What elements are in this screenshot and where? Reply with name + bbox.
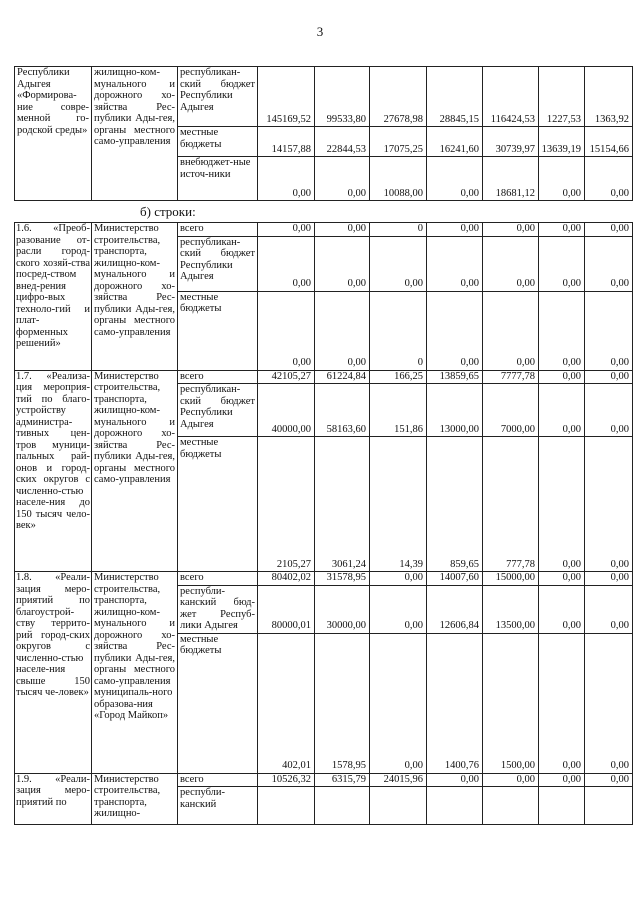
value-cell: 40000,00 <box>258 384 315 437</box>
value-cell: 1363,92 <box>585 67 633 127</box>
value-cell: 0,00 <box>585 291 633 370</box>
value-cell: 0,00 <box>539 437 585 572</box>
executor-cell: Министерство строительства, транспорта, жилищно-ком-мунального и дорожного хо-зяйства Рес-публики Ады-гея, органы местного само-управления <box>92 370 178 572</box>
value-cell: 0,00 <box>585 223 633 237</box>
value-cell: 17075,25 <box>370 127 427 157</box>
value-cell: 31578,95 <box>315 572 370 586</box>
value-cell: 0,00 <box>585 370 633 384</box>
value-cell: 0,00 <box>315 291 370 370</box>
value-cell: 0,00 <box>539 773 585 787</box>
value-cell: 0,00 <box>370 585 427 633</box>
value-cell: 30000,00 <box>315 585 370 633</box>
value-cell: 0,00 <box>585 157 633 201</box>
value-cell: 1227,53 <box>539 67 585 127</box>
program-name-cell: Республики Адыгея «Формирова-ние совре-менной го-родской среды» <box>15 67 92 201</box>
item-title-cell: 1.8. «Реали-зация меро-приятий по благоустрой-ству террито-рий город-ских округов с численно-стью населе-ния свыше 150 тысяч че-ловек» <box>15 572 92 774</box>
value-cell: 15154,66 <box>585 127 633 157</box>
value-cell: 80402,02 <box>258 572 315 586</box>
value-cell: 0,00 <box>483 291 539 370</box>
value-cell: 0,00 <box>258 291 315 370</box>
value-cell: 13859,65 <box>427 370 483 384</box>
value-cell: 1400,76 <box>427 633 483 773</box>
funding-source-cell: всего <box>178 572 258 586</box>
value-cell: 10526,32 <box>258 773 315 787</box>
funding-source-cell: местные бюджеты <box>178 291 258 370</box>
value-cell: 0,00 <box>539 236 585 291</box>
value-cell <box>315 787 370 825</box>
value-cell: 14007,60 <box>427 572 483 586</box>
value-cell: 13639,19 <box>539 127 585 157</box>
value-cell: 0,00 <box>539 370 585 384</box>
value-cell: 0,00 <box>539 223 585 237</box>
funding-source-cell: внебюджет-ные источ-ники <box>178 157 258 201</box>
value-cell: 2105,27 <box>258 437 315 572</box>
item-title-cell: 1.7. «Реализа-ция мероприя-тий по благо-устройству администра-тивных цен-тров муници-пальных рай-онов и город-ских округов с численно-стью населе-ния до 150 тысяч чело-век» <box>15 370 92 572</box>
funding-source-cell: республи-канский <box>178 787 258 825</box>
value-cell: 166,25 <box>370 370 427 384</box>
table-row <box>15 370 633 384</box>
executor-cell: Министерство строительства, транспорта, жилищно-ком-мунального и дорожного хо-зяйства Рес-публики Ады-гея, органы местного само-управления <box>92 223 178 371</box>
value-cell: 0,00 <box>585 437 633 572</box>
funding-source-cell: местные бюджеты <box>178 437 258 572</box>
value-cell: 0,00 <box>370 236 427 291</box>
value-cell: 1500,00 <box>483 633 539 773</box>
value-cell: 0,00 <box>315 223 370 237</box>
value-cell: 13000,00 <box>427 384 483 437</box>
table-row <box>15 67 633 127</box>
table-row <box>15 773 633 787</box>
value-cell: 58163,60 <box>315 384 370 437</box>
value-cell <box>585 787 633 825</box>
value-cell: 30739,97 <box>483 127 539 157</box>
value-cell: 0,00 <box>585 236 633 291</box>
value-cell: 18681,12 <box>483 157 539 201</box>
funding-source-cell: республикан-ский бюджет Республики Адыгея <box>178 384 258 437</box>
value-cell: 0,00 <box>539 291 585 370</box>
section-heading: б) строки: <box>140 204 196 219</box>
table-row <box>15 572 633 586</box>
value-cell: 0,00 <box>585 633 633 773</box>
value-cell: 0 <box>370 291 427 370</box>
page-number: 3 <box>316 24 324 39</box>
budget-table-rows <box>14 222 633 825</box>
value-cell: 0,00 <box>427 291 483 370</box>
funding-source-cell: местные бюджеты <box>178 633 258 773</box>
value-cell: 12606,84 <box>427 585 483 633</box>
value-cell: 0,00 <box>427 236 483 291</box>
value-cell: 7777,78 <box>483 370 539 384</box>
value-cell: 0,00 <box>539 157 585 201</box>
value-cell: 27678,98 <box>370 67 427 127</box>
funding-source-cell: местные бюджеты <box>178 127 258 157</box>
value-cell: 0,00 <box>539 384 585 437</box>
value-cell: 99533,80 <box>315 67 370 127</box>
value-cell: 0,00 <box>483 773 539 787</box>
value-cell: 777,78 <box>483 437 539 572</box>
funding-source-cell: республикан-ский бюджет Республики Адыгея <box>178 236 258 291</box>
value-cell: 0,00 <box>370 633 427 773</box>
value-cell: 28845,15 <box>427 67 483 127</box>
funding-source-cell: всего <box>178 370 258 384</box>
value-cell: 61224,84 <box>315 370 370 384</box>
funding-source-cell: всего <box>178 773 258 787</box>
value-cell: 0,00 <box>258 223 315 237</box>
table-row <box>15 223 633 237</box>
value-cell: 13500,00 <box>483 585 539 633</box>
value-cell: 7000,00 <box>483 384 539 437</box>
value-cell: 1578,95 <box>315 633 370 773</box>
value-cell: 0,00 <box>585 384 633 437</box>
value-cell: 116424,53 <box>483 67 539 127</box>
budget-table-continuation <box>14 66 633 201</box>
value-cell: 145169,52 <box>258 67 315 127</box>
executor-cell: Министерство строительства, транспорта, жилищно-ком-мунального и дорожного хо-зяйства Рес-публики Ады-гея, органы местного само-управления муниципаль-ного образова-ния «Город Майкоп» <box>92 572 178 774</box>
value-cell: 0,00 <box>539 633 585 773</box>
value-cell: 14,39 <box>370 437 427 572</box>
value-cell: 0,00 <box>315 236 370 291</box>
value-cell: 6315,79 <box>315 773 370 787</box>
value-cell: 16241,60 <box>427 127 483 157</box>
value-cell: 0,00 <box>585 773 633 787</box>
funding-source-cell: всего <box>178 223 258 237</box>
value-cell <box>427 787 483 825</box>
funding-source-cell: республи-канский бюд-жет Респуб-лики Адыгея <box>178 585 258 633</box>
value-cell <box>483 787 539 825</box>
value-cell: 0,00 <box>427 157 483 201</box>
value-cell: 22844,53 <box>315 127 370 157</box>
value-cell: 0,00 <box>483 223 539 237</box>
value-cell: 0,00 <box>539 572 585 586</box>
value-cell: 42105,27 <box>258 370 315 384</box>
value-cell: 80000,01 <box>258 585 315 633</box>
value-cell: 0,00 <box>258 157 315 201</box>
value-cell: 3061,24 <box>315 437 370 572</box>
funding-source-cell: республикан-ский бюджет Республики Адыгея <box>178 67 258 127</box>
value-cell: 0,00 <box>585 572 633 586</box>
value-cell <box>258 787 315 825</box>
value-cell: 15000,00 <box>483 572 539 586</box>
value-cell: 0,00 <box>258 236 315 291</box>
value-cell: 0,00 <box>585 585 633 633</box>
value-cell <box>370 787 427 825</box>
value-cell: 0,00 <box>483 236 539 291</box>
item-title-cell: 1.6. «Преоб-разование от-расли город-ского хозяй-ства посред-ством внед-рения цифро-вых техноло-гий и плат-форменных решений» <box>15 223 92 371</box>
value-cell: 10088,00 <box>370 157 427 201</box>
value-cell: 0,00 <box>427 223 483 237</box>
value-cell: 0 <box>370 223 427 237</box>
value-cell: 859,65 <box>427 437 483 572</box>
value-cell: 0,00 <box>315 157 370 201</box>
value-cell: 0,00 <box>427 773 483 787</box>
value-cell: 402,01 <box>258 633 315 773</box>
value-cell: 0,00 <box>370 572 427 586</box>
value-cell: 0,00 <box>539 585 585 633</box>
value-cell: 151,86 <box>370 384 427 437</box>
executor-cell: жилищно-ком-мунального и дорожного хо-зяйства Рес-публики Ады-гея, органы местного само-управления <box>92 67 178 201</box>
value-cell: 24015,96 <box>370 773 427 787</box>
item-title-cell: 1.9. «Реали-зация меро-приятий по <box>15 773 92 825</box>
executor-cell: Министерство строительства, транспорта, жилищно- <box>92 773 178 825</box>
value-cell: 14157,88 <box>258 127 315 157</box>
value-cell <box>539 787 585 825</box>
